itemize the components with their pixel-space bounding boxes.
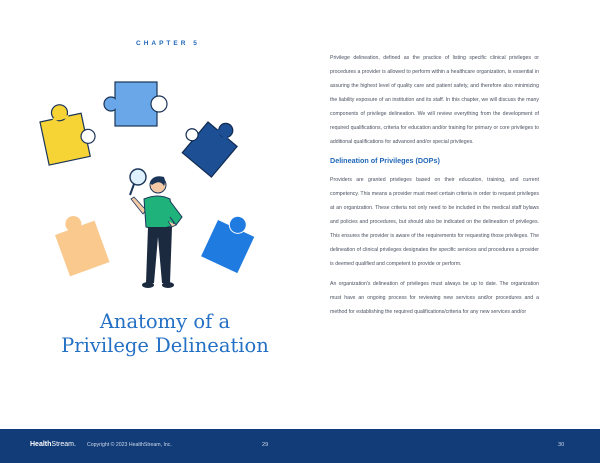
puzzle-piece-blue-icon bbox=[201, 209, 259, 273]
title-line-2: Privilege Delineation bbox=[61, 334, 269, 357]
paragraph-2: Providers are granted privileges based on their education, training, and current competency. This means a provider must meet certain criteria in order to request privileges at an organization. These criteria not only need to be included in the medical staff bylaws and policies and procedures, but should also be indicated on the delineation of privileges. This ensures the provider is aware of the requirements for requesting those privileges. The delineation of clinical privileges designates the specific services and procedures a provider is deemed qualified and competent to provide or perform. bbox=[330, 177, 539, 267]
puzzle-illustration bbox=[30, 70, 270, 300]
page-title bbox=[40, 310, 290, 358]
section-heading: Delineation of Privileges (DOPs) bbox=[330, 156, 440, 165]
puzzle-piece-navy-icon bbox=[175, 106, 245, 177]
healthstream-logo bbox=[30, 441, 76, 448]
puzzle-piece-peach-icon bbox=[51, 209, 110, 276]
brand-stream: Stream. bbox=[51, 441, 76, 448]
chapter-label: CHAPTER 5 bbox=[136, 40, 200, 47]
page-number-left: 29 bbox=[262, 442, 269, 448]
page-number-right: 30 bbox=[558, 442, 565, 448]
puzzle-piece-light-blue-icon bbox=[104, 82, 167, 126]
body-text bbox=[330, 51, 539, 325]
person-illustration bbox=[130, 169, 182, 288]
footer-bar bbox=[0, 429, 600, 463]
copyright-text: Copyright © 2023 HealthStream, Inc. bbox=[87, 442, 172, 448]
intro-paragraph: Privilege delineation, defined as the practice of listing specific clinical privileges or procedures a provider is allowed to perform within a healthcare organization, is essential in assuring the highest level of quality care and patient safety, and therefore also minimizing the liability exposure of an institution and its staff. In this chapter, we will discuss the many components of privilege delineation. We will review everything from the development of required qualifications, criteria for education and/or training for primary or core privileges to additional qualifications for advanced and/or special privileges. bbox=[330, 55, 539, 145]
title-line-1: Anatomy of a bbox=[99, 310, 231, 333]
puzzle-piece-yellow-icon bbox=[37, 99, 99, 165]
paragraph-3: An organization's delineation of privileges must always be up to date. The organization must have an ongoing process for reviewing new services and/or procedures and a method for establishing the required qualifications/criteria for any new services and/or bbox=[330, 281, 539, 315]
brand-health: Health bbox=[30, 441, 52, 448]
